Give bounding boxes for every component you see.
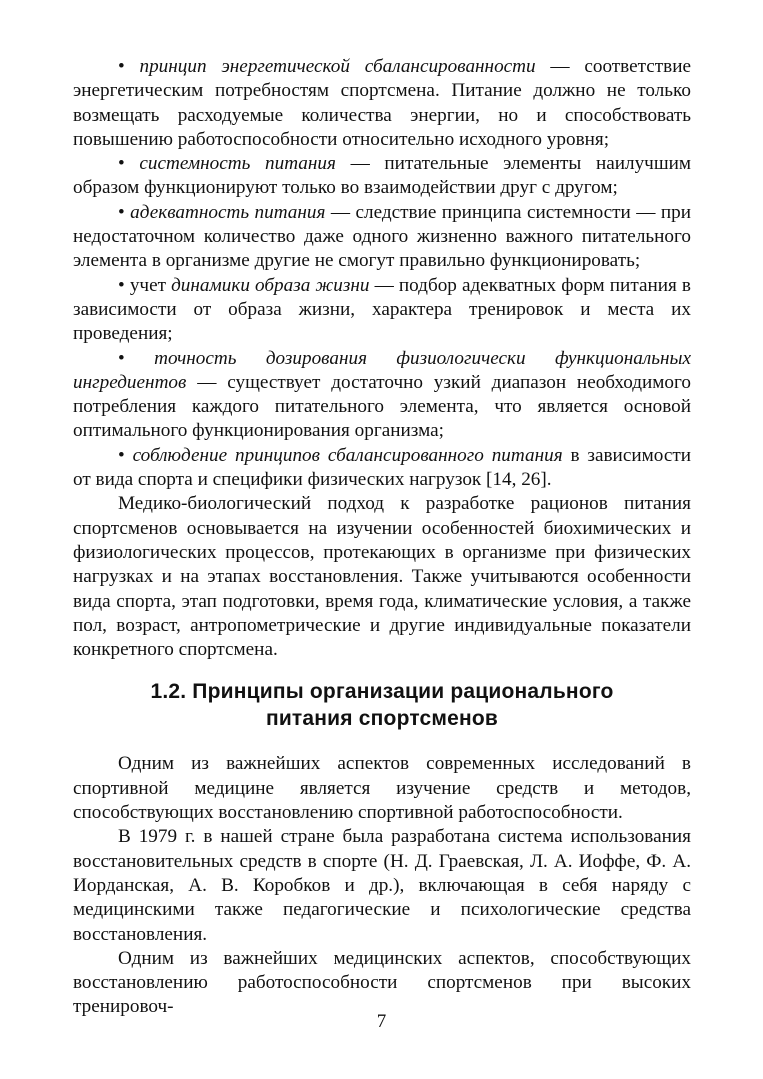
bullet-text: в зависимости от вида спорта и специфики физических нагрузок [14, 26]. xyxy=(73,444,691,491)
page-number: 7 xyxy=(376,1011,387,1032)
bullet-prefix: • xyxy=(118,153,140,175)
heading-line-2: питания спортсменов xyxy=(265,707,499,731)
bullet-prefix: • xyxy=(118,347,155,369)
bullet-adequacy xyxy=(73,201,691,274)
bullet-term: соблюдение принципов сбалансированного питания xyxy=(132,444,563,466)
bullet-prefix: • учет xyxy=(118,274,172,296)
bullet-term: точность дозирования физиологически функциональных ингредиентов xyxy=(73,347,691,393)
paragraph-research-aspects: Одним из важнейших аспектов современных исследований в спортивной медицине является изучение средств и методов, способствующих восстановлению спортивной работоспособности. xyxy=(73,753,691,824)
bullet-energy-balance xyxy=(73,55,691,152)
heading-line-1: 1.2. Принципы организации рационального xyxy=(150,680,614,704)
paragraph-medical-aspects: Одним из важнейших медицинских аспектов, способствующих восстановлению работоспособности спортсменов при высоких тренировоч- xyxy=(73,947,691,1018)
bullet-prefix: • xyxy=(118,56,140,77)
bullet-text: — питательные элементы наилучшим образом функционируют только во взаимодействии друг с другом; xyxy=(73,153,692,199)
bullet-term: динамики образа жизни xyxy=(171,274,370,296)
bullet-text: — следствие принципа системности — при недостаточном количество даже одного жизненно важного питательного элемента в организме другие не смогут правильно функционировать; xyxy=(73,201,692,272)
bullet-balanced-principles xyxy=(73,444,691,493)
bullet-prefix: • xyxy=(118,201,131,223)
section-heading xyxy=(73,678,691,732)
bullet-term: принцип энергетической сбалансированности xyxy=(139,56,536,77)
page-body xyxy=(73,55,691,1020)
bullet-dosing-accuracy xyxy=(73,347,691,444)
bullet-text: — соответствие энергетическим потребностям спортсмена. Питание должно не только возмещать расходуемые количества энергии, но и способствовать повышению работоспособности относительно исходного уровня; xyxy=(73,56,691,150)
paragraph-1979-system: В 1979 г. в нашей стране была разработана система использования восстановительных средств в спорте (Н. Д. Граевская, Л. А. Иоффе, Ф. А. Иорданская, А. В. Коробков и др.), включающая в себя наряду с медицинскими также педагогические и психологические средства восстановления. xyxy=(73,826,691,945)
paragraph-medical-approach: Медико-биологический подход к разработке рационов питания спортсменов основывается на изучении особенностей биохимических и физиологических процессов, протекающих в организме при физических нагрузках и на этапах восстановления. Также учитываются особенности вида спорта, этап подготовки, время года, климатические условия, а также пол, возраст, антропометрические и другие индивидуальные показатели конкретного спортсмена. xyxy=(73,493,691,661)
bullet-systemic-nutrition xyxy=(73,152,691,201)
bullet-term: адекватность питания xyxy=(130,201,326,223)
bullet-text: — существует достаточно узкий диапазон необходимого потребления каждого питательного элемента, что является основой оптимального функционирования организма; xyxy=(73,371,691,442)
bullet-term: системность питания xyxy=(139,153,336,175)
bullet-lifestyle xyxy=(73,274,691,347)
bullet-text: — подбор адекватных форм питания в зависимости от образа жизни, характера тренировок и места их проведения; xyxy=(73,274,691,345)
bullet-prefix: • xyxy=(118,444,133,466)
